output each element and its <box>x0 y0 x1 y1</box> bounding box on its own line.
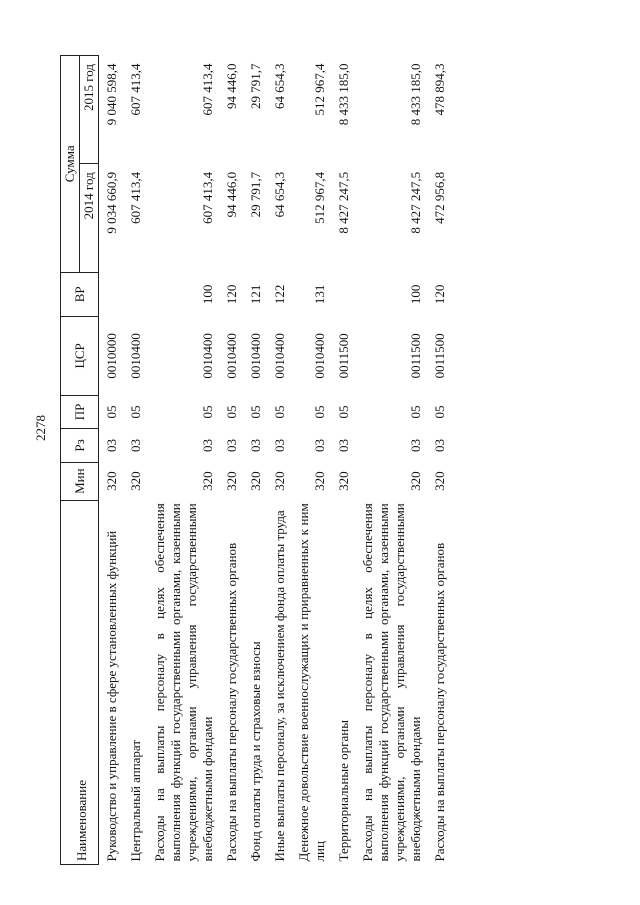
row-rz: 03 <box>272 438 287 452</box>
row-sum-2014: 472 956,8 <box>432 171 447 224</box>
row-rz: 03 <box>128 438 143 452</box>
table-row <box>331 56 355 865</box>
table-row <box>123 56 147 865</box>
row-csr: 0010400 <box>312 333 327 379</box>
row-sum-2015: 8 433 185,0 <box>336 63 351 126</box>
row-pr: 05 <box>224 405 239 419</box>
row-csr: 0010400 <box>224 333 239 379</box>
header-pr: ПР <box>61 395 99 429</box>
header-rz: Рз <box>61 429 99 462</box>
row-csr: 0010000 <box>104 333 119 379</box>
table-row <box>99 56 124 865</box>
row-sum-2014: 8 427 247,5 <box>336 171 351 234</box>
row-csr: 0011500 <box>408 333 423 379</box>
row-vr: 121 <box>248 284 263 305</box>
table-body <box>99 56 452 865</box>
row-csr: 0010400 <box>200 333 215 379</box>
row-sum-2015: 29 791,7 <box>248 63 263 109</box>
row-rz: 03 <box>408 438 423 452</box>
row-sum-2015: 94 446,0 <box>224 63 239 109</box>
row-name: Расходы на выплаты персоналу государственных органов <box>224 542 239 862</box>
row-vr <box>99 272 124 317</box>
row-name: Территориальные органы <box>336 720 351 862</box>
row-pr: 05 <box>408 405 423 419</box>
row-min: 320 <box>200 471 215 491</box>
row-sum-2015: 9 040 598,4 <box>104 63 119 126</box>
row-name: Денежное довольствие военнослужащих и приравненных к ним лиц <box>296 503 327 862</box>
header-min: Мин <box>61 462 99 500</box>
budget-table <box>60 55 451 865</box>
row-rz: 03 <box>248 438 263 452</box>
row-vr: 131 <box>312 284 327 305</box>
row-sum-2014: 607 413,4 <box>128 171 143 224</box>
row-sum-2014: 64 654,3 <box>272 171 287 218</box>
row-vr: 120 <box>224 284 239 305</box>
row-pr: 05 <box>336 405 351 419</box>
row-sum-2014: 94 446,0 <box>224 171 239 218</box>
row-sum-2015: 478 894,3 <box>432 63 447 116</box>
row-name: Фонд оплаты труда и страховые взносы <box>248 641 263 862</box>
row-csr: 0011500 <box>336 333 351 379</box>
header-sum: Сумма <box>61 56 80 273</box>
table-row <box>427 56 451 865</box>
table-row <box>355 56 427 865</box>
row-vr <box>123 272 147 317</box>
header-name: Наименование <box>61 500 99 864</box>
row-vr: 120 <box>432 284 447 305</box>
row-rz: 03 <box>104 438 119 452</box>
row-pr: 05 <box>312 405 327 419</box>
table-row <box>291 56 331 865</box>
row-sum-2015: 512 967,4 <box>312 63 327 116</box>
table-row <box>243 56 267 865</box>
row-rz: 03 <box>312 438 327 452</box>
row-vr: 122 <box>272 284 287 305</box>
row-sum-2015: 64 654,3 <box>272 63 287 109</box>
row-sum-2014: 9 034 660,9 <box>104 171 119 234</box>
row-min: 320 <box>336 471 351 491</box>
row-name: Расходы на выплаты персоналу в целях обеспечения выполнения функций государственными органами, казенными учреждениями, органами управления государственными внебюджетными фондами <box>360 503 423 862</box>
header-2015: 2015 год <box>80 56 99 164</box>
row-min: 320 <box>104 471 119 491</box>
row-rz: 03 <box>336 438 351 452</box>
row-sum-2014: 512 967,4 <box>312 171 327 224</box>
header-2014: 2014 год <box>80 164 99 272</box>
row-sum-2014: 607 413,4 <box>200 171 215 224</box>
row-pr: 05 <box>272 405 287 419</box>
row-pr: 05 <box>248 405 263 419</box>
header-csr: ЦСР <box>61 317 99 396</box>
row-rz: 03 <box>224 438 239 452</box>
row-vr <box>331 272 355 317</box>
row-min: 320 <box>224 471 239 491</box>
row-csr: 0010400 <box>272 333 287 379</box>
rotated-page-content <box>60 55 595 865</box>
header-vr: ВР <box>61 272 99 317</box>
row-name: Центральный аппарат <box>128 739 143 862</box>
row-vr: 100 <box>408 284 423 305</box>
row-name: Расходы на выплаты персоналу в целях обеспечения выполнения функций государственными органами, казенными учреждениями, органами управления государственными внебюджетными фондами <box>152 503 215 862</box>
row-name: Расходы на выплаты персоналу государственных органов <box>432 542 447 862</box>
row-min: 320 <box>128 471 143 491</box>
row-name: Иные выплаты персоналу, за исключением фонда оплаты труда <box>272 510 287 862</box>
row-csr: 0010400 <box>128 333 143 379</box>
row-rz: 03 <box>200 438 215 452</box>
row-min: 320 <box>312 471 327 491</box>
row-csr: 0010400 <box>248 333 263 379</box>
table-row <box>147 56 219 865</box>
row-sum-2015: 607 413,4 <box>200 63 215 116</box>
row-min: 320 <box>408 471 423 491</box>
row-pr: 05 <box>200 405 215 419</box>
page-number: 2278 <box>33 415 48 441</box>
row-pr: 05 <box>128 405 143 419</box>
row-pr: 05 <box>104 405 119 419</box>
row-sum-2014: 29 791,7 <box>248 171 263 218</box>
row-pr: 05 <box>432 405 447 419</box>
row-vr: 100 <box>200 284 215 305</box>
table-header <box>61 56 99 865</box>
row-min: 320 <box>432 471 447 491</box>
row-name: Руководство и управление в сфере установленных функций <box>104 530 119 862</box>
row-rz: 03 <box>432 438 447 452</box>
table-row <box>267 56 291 865</box>
row-csr: 0011500 <box>432 333 447 379</box>
table-row <box>219 56 243 865</box>
row-sum-2015: 8 433 185,0 <box>408 63 423 126</box>
row-sum-2015: 607 413,4 <box>128 63 143 116</box>
row-min: 320 <box>272 471 287 491</box>
row-sum-2014: 8 427 247,5 <box>408 171 423 234</box>
row-min: 320 <box>248 471 263 491</box>
